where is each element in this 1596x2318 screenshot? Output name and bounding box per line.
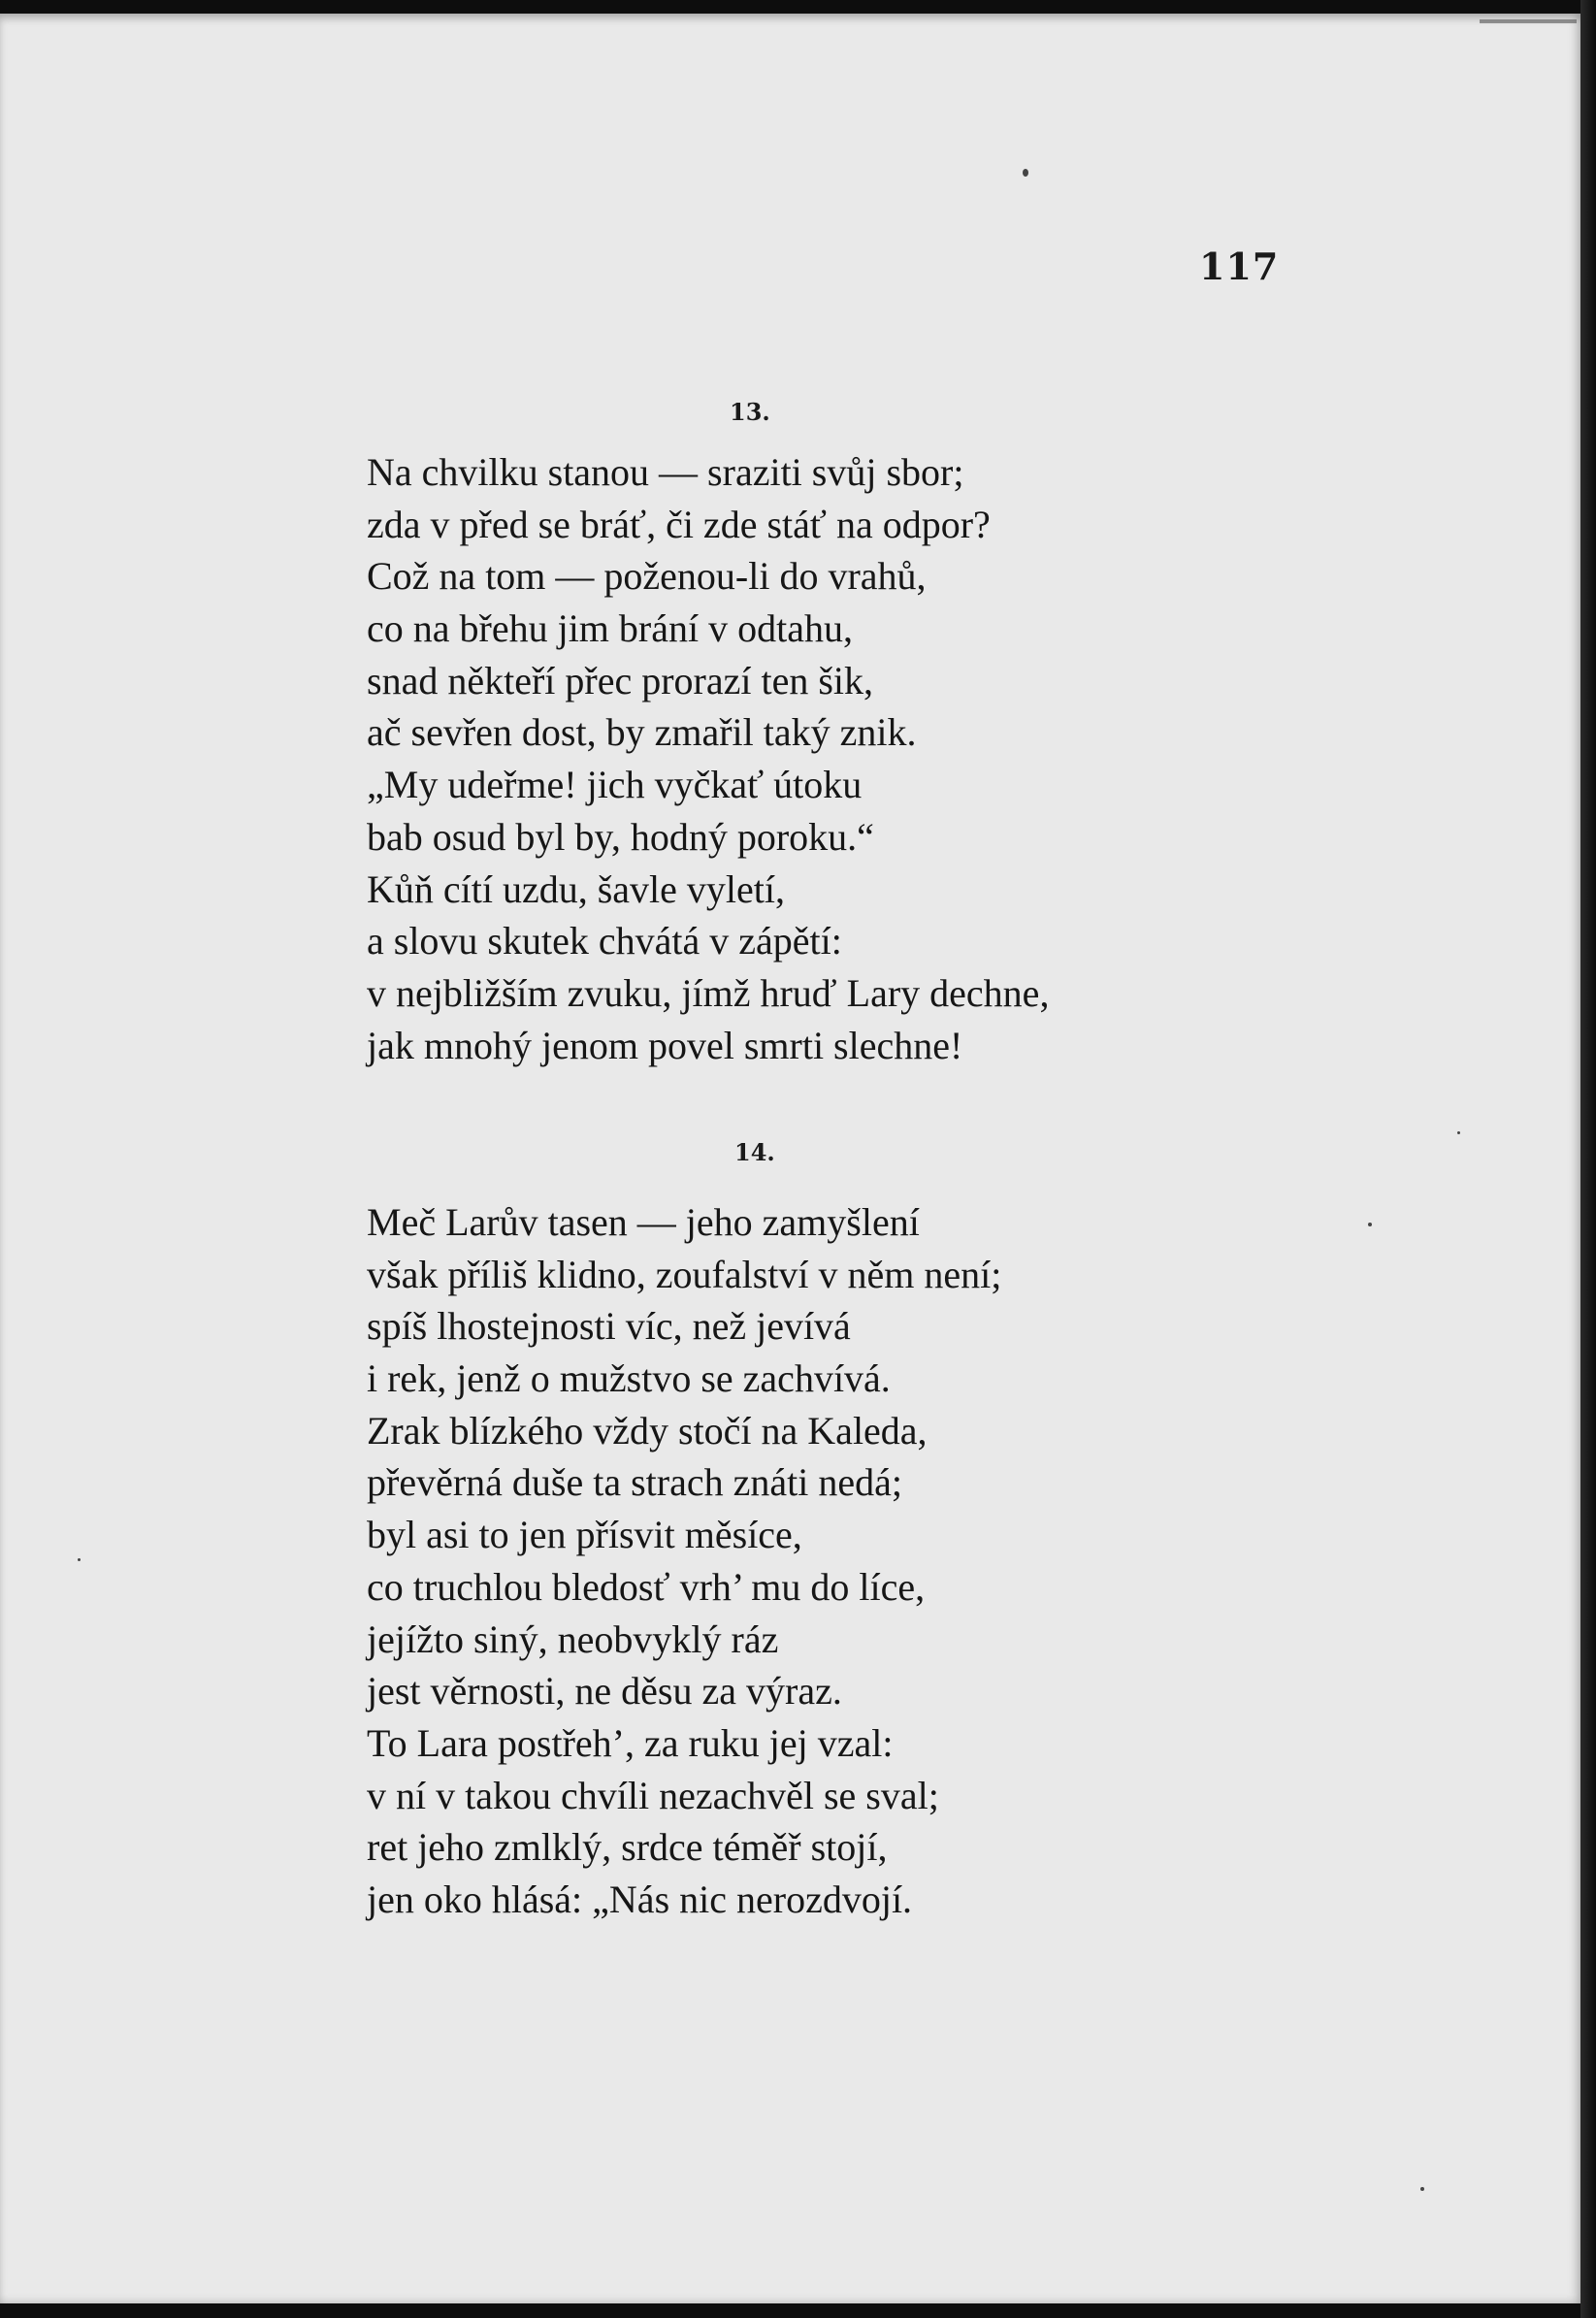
verse-line: „My udeřme! jich vyčkať útoku (367, 763, 863, 807)
verse-line: co truchlou bledosť vrh’ mu do líce, (367, 1564, 926, 1609)
stanza-13 (367, 446, 1049, 1071)
verse-line: a slovu skutek chvátá v zápětí: (367, 919, 842, 963)
verse-line: Na chvilku stanou — sraziti svůj sbor; (367, 450, 964, 494)
page-number: 117 (1199, 245, 1280, 288)
paper-speck (1420, 2187, 1424, 2191)
verse-line: jak mnohý jenom povel smrti slechne! (367, 1023, 963, 1067)
page-edge-shadow (1580, 0, 1596, 2318)
verse-line: jen oko hlásá: „Nás nic nerozdvojí. (367, 1877, 913, 1921)
scan-edge-mark (1480, 19, 1577, 23)
verse-line: bab osud byl by, hodný poroku.“ (367, 814, 874, 859)
verse-line: Což na tom — poženou-li do vrahů, (367, 554, 927, 599)
stanza-number: 13. (730, 398, 770, 426)
verse-line: byl asi to jen přísvit měsíce, (367, 1513, 802, 1557)
paper-speck (1023, 169, 1028, 177)
verse-line: co na břehu jim brání v odtahu, (367, 606, 853, 651)
verse-line: Meč Larův tasen — jeho zamyšlení (367, 1200, 920, 1244)
paper-speck (1368, 1223, 1372, 1226)
verse-line: Zrak blízkého vždy stočí na Kaleda, (367, 1408, 928, 1453)
verse-line: spíš lhostejnosti víc, než jevívá (367, 1304, 851, 1349)
verse-line: i rek, jenž o mužstvo se zachvívá. (367, 1356, 891, 1401)
verse-line: ret jeho zmlklý, srdce téměř stojí, (367, 1825, 888, 1870)
book-page (0, 14, 1583, 2303)
verse-line: snad někteří přec prorazí ten šik, (367, 658, 874, 702)
stanza-14 (367, 1196, 1001, 1926)
verse-line: Kůň cítí uzdu, šavle vyletí, (367, 866, 786, 911)
verse-line: ač sevřen dost, by zmařil taký znik. (367, 710, 917, 755)
verse-line: zda v před se bráť, či zde stáť na odpor? (367, 502, 991, 546)
stanza-number: 14. (734, 1138, 775, 1166)
verse-line: v ní v takou chvíli nezachvěl se sval; (367, 1773, 939, 1817)
paper-speck (1457, 1131, 1460, 1134)
paper-speck (78, 1558, 81, 1561)
verse-line: v nejbližším zvuku, jímž hruď Lary dechne, (367, 970, 1050, 1015)
verse-line: To Lara postřeh’, za ruku jej vzal: (367, 1720, 894, 1765)
verse-line: jest věrnosti, ne děsu za výraz. (367, 1669, 842, 1714)
verse-line: jejížto siný, neobvyklý ráz (367, 1616, 779, 1661)
verse-line: však příliš klidno, zoufalství v něm není; (367, 1252, 1002, 1296)
verse-line: převěrná duše ta strach znáti nedá; (367, 1460, 902, 1505)
